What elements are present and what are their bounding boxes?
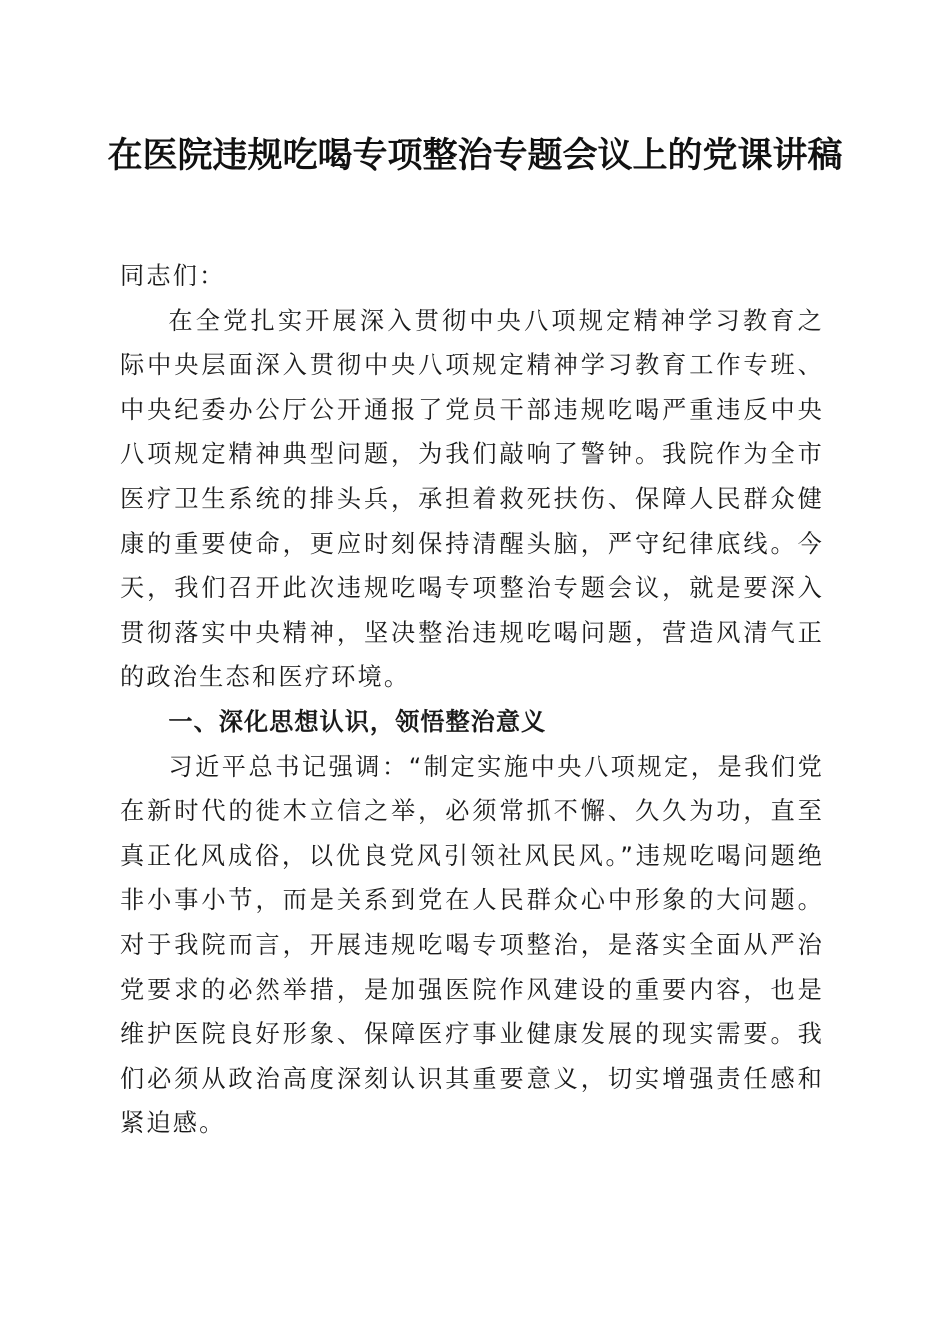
document-body: [120, 254, 824, 1146]
salutation: 同志们：: [120, 262, 226, 290]
document-title: 在医院违规吃喝专项整治专题会议上的党课讲稿: [107, 135, 843, 176]
paragraph-section-1: 习近平总书记强调：“制定实施中央八项规定，是我们党在新时代的徙木立信之举，必须常抓不懈、久久为功，直至真正化风成俗，以优良党风引领社风民风。”违规吃喝问题绝非小事小节，而是关系到党在人民群众心中形象的大问题。对于我院而言，开展违规吃喝专项整治，是落实全面从严治党要求的必然举措，是加强医院作风建设的重要内容，也是维护医院良好形象、保障医疗事业健康发展的现实需要。我们必须从政治高度深刻认识其重要意义，切实增强责任感和紧迫感。: [120, 752, 824, 1138]
paragraph-intro: 在全党扎实开展深入贯彻中央八项规定精神学习教育之际中央层面深入贯彻中央八项规定精神学习教育工作专班、中央纪委办公厅公开通报了党员干部违规吃喝严重违反中央八项规定精神典型问题，为我们敲响了警钟。我院作为全市医疗卫生系统的排头兵，承担着救死扶伤、保障人民群众健康的重要使命，更应时刻保持清醒头脑，严守纪律底线。今天，我们召开此次违规吃喝专项整治专题会议，就是要深入贯彻落实中央精神，坚决整治违规吃喝问题，营造风清气正的政治生态和医疗环境。: [120, 306, 824, 692]
section-heading-1: 一、深化思想认识，领悟整治意义: [168, 707, 547, 736]
